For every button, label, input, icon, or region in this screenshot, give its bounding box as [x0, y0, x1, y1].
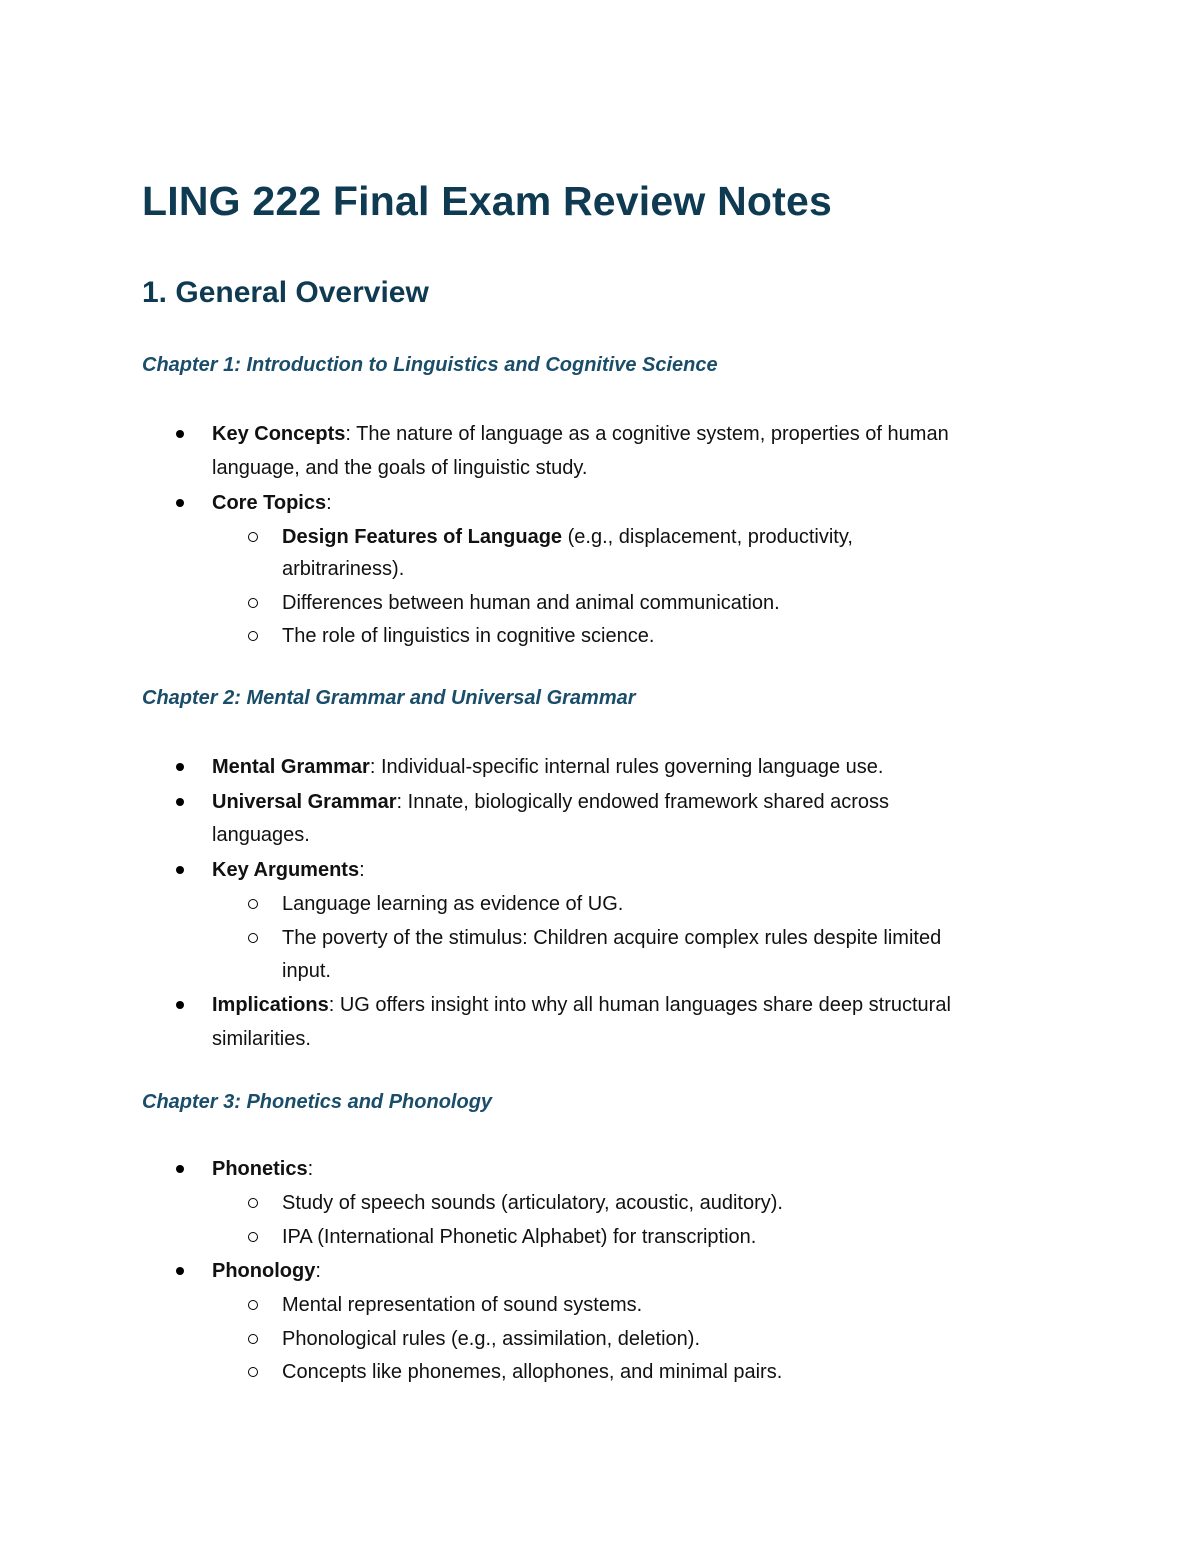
- list-item-key-arguments: [212, 858, 365, 882]
- list-item-text: : Individual-specific internal rules governing language use.: [369, 756, 884, 778]
- sub-item-phonology-3: Concepts like phonemes, allophones, and minimal pairs.: [282, 1361, 783, 1383]
- term-key-concepts: Key Concepts: [212, 423, 346, 445]
- list-item-text: : UG offers insight into why all human languages share deep structural: [328, 994, 951, 1016]
- list-item-mental-grammar: [212, 755, 884, 779]
- sub-item-argument-1: Language learning as evidence of UG.: [282, 893, 624, 915]
- list-item-text: : The nature of language as a cognitive system, properties of human: [345, 423, 949, 445]
- term-phonetics: Phonetics: [212, 1158, 308, 1180]
- list-item-phonology: [212, 1259, 321, 1283]
- list-item-text: (e.g., displacement, productivity,: [562, 526, 853, 548]
- bullet-icon: [176, 763, 184, 771]
- bullet-icon: [176, 430, 184, 438]
- sub-bullet-icon: [248, 532, 258, 542]
- sub-bullet-icon: [248, 899, 258, 909]
- sub-bullet-icon: [248, 1367, 258, 1377]
- chapter-1-heading: Chapter 1: Introduction to Linguistics and Cognitive Science: [142, 354, 718, 376]
- list-item-text: : Innate, biologically endowed framework shared across: [396, 791, 890, 813]
- list-item-key-concepts: [212, 422, 949, 446]
- section-heading-general-overview: 1. General Overview: [142, 276, 429, 309]
- sub-item-phonology-1: Mental representation of sound systems.: [282, 1294, 643, 1316]
- sub-item-role: The role of linguistics in cognitive science.: [282, 625, 655, 647]
- sub-bullet-icon: [248, 598, 258, 608]
- term-implications: Implications: [212, 994, 329, 1016]
- bullet-icon: [176, 1001, 184, 1009]
- sub-item-phonetics-2: IPA (International Phonetic Alphabet) for transcription.: [282, 1226, 757, 1248]
- sub-bullet-icon: [248, 1232, 258, 1242]
- list-item-continuation: arbitrariness).: [282, 558, 405, 580]
- sub-bullet-icon: [248, 1198, 258, 1208]
- sub-item-argument-2: The poverty of the stimulus: Children acquire complex rules despite limited: [282, 927, 942, 949]
- document-title: LING 222 Final Exam Review Notes: [142, 178, 832, 224]
- bullet-icon: [176, 499, 184, 507]
- bullet-icon: [176, 798, 184, 806]
- term-key-arguments: Key Arguments: [212, 859, 360, 881]
- sub-item-phonology-2: Phonological rules (e.g., assimilation, deletion).: [282, 1328, 700, 1350]
- list-item-continuation: input.: [282, 960, 331, 982]
- list-item-continuation: languages.: [212, 824, 310, 846]
- list-item-core-topics: [212, 491, 332, 515]
- sub-item-design-features: [282, 525, 853, 549]
- sub-item-differences: Differences between human and animal communication.: [282, 592, 780, 614]
- list-item-text: :: [326, 492, 332, 514]
- bullet-icon: [176, 1267, 184, 1275]
- chapter-2-heading: Chapter 2: Mental Grammar and Universal Grammar: [142, 687, 636, 709]
- term-mental-grammar: Mental Grammar: [212, 756, 370, 778]
- term-phonology: Phonology: [212, 1260, 316, 1282]
- bullet-icon: [176, 1165, 184, 1173]
- list-item-universal-grammar: [212, 790, 889, 814]
- list-item-phonetics: [212, 1157, 313, 1181]
- term-design-features: Design Features of Language: [282, 526, 563, 548]
- list-item-continuation: language, and the goals of linguistic study.: [212, 457, 588, 479]
- list-item-text: :: [307, 1158, 314, 1180]
- sub-item-phonetics-1: Study of speech sounds (articulatory, acoustic, auditory).: [282, 1192, 783, 1214]
- list-item-continuation: similarities.: [212, 1028, 311, 1050]
- list-item-text: :: [315, 1260, 321, 1282]
- sub-bullet-icon: [248, 1334, 258, 1344]
- list-item-text: :: [359, 859, 365, 881]
- list-item-implications: [212, 993, 951, 1017]
- chapter-3-heading: Chapter 3: Phonetics and Phonology: [142, 1091, 493, 1113]
- term-core-topics: Core Topics: [212, 492, 327, 514]
- sub-bullet-icon: [248, 1300, 258, 1310]
- sub-bullet-icon: [248, 933, 258, 943]
- bullet-icon: [176, 866, 184, 874]
- term-universal-grammar: Universal Grammar: [212, 791, 397, 813]
- sub-bullet-icon: [248, 631, 258, 641]
